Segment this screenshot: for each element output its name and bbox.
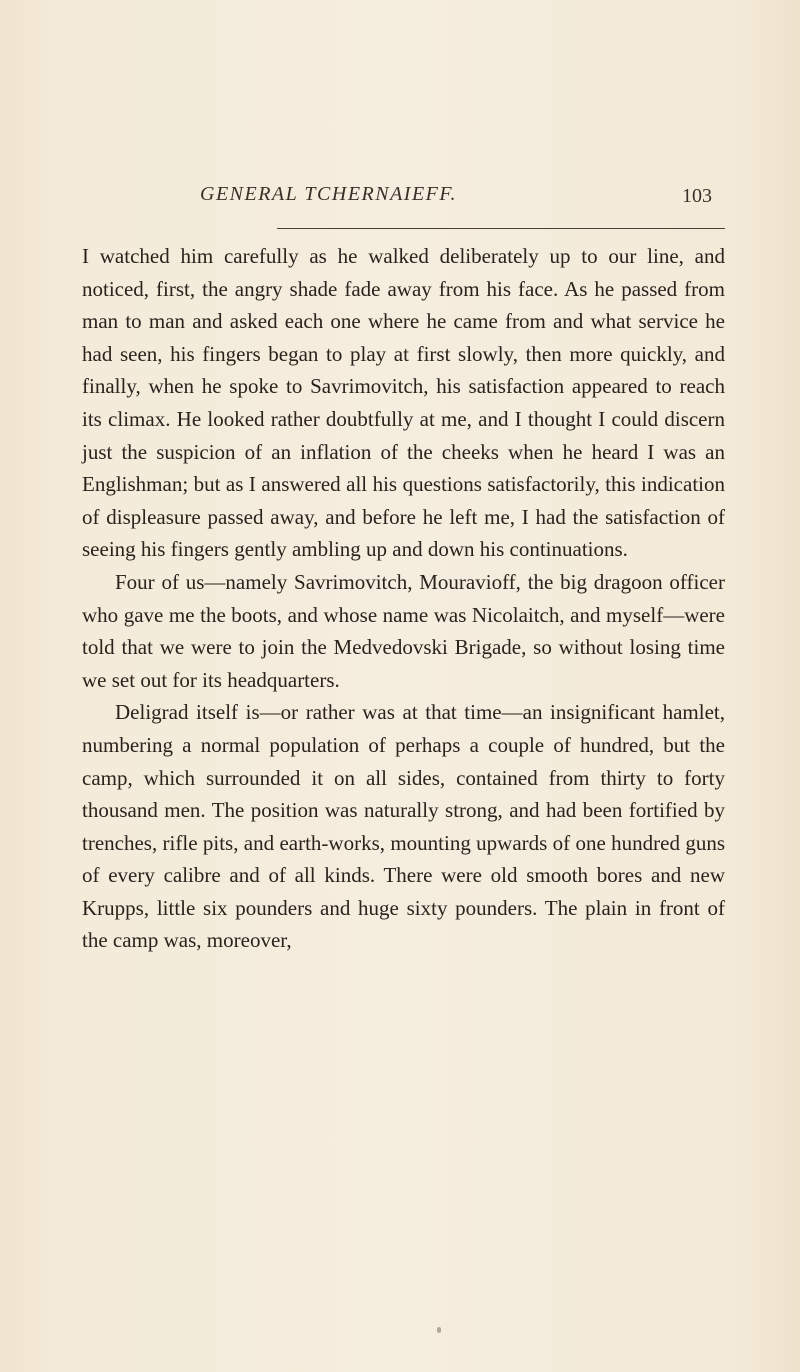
header-rule <box>277 228 725 229</box>
body-text <box>82 240 725 957</box>
running-title: GENERAL TCHERNAIEFF. <box>200 183 458 205</box>
paragraph-3: Deligrad itself is—or rather was at that time—an insignificant hamlet, numbering a normal population of perhaps a couple of hundred, but the camp, which surrounded it on all sides, contained from thirty to forty thousand men. The position was naturally strong, and had been fortified by trenches, rifle pits, and earth-works, mounting upwards of one hundred guns of every calibre and of all kinds. There were old smooth bores and new Krupps, little six pounders and huge sixty pounders. The plain in front of the camp was, moreover, <box>82 700 725 953</box>
paper-blemish <box>437 1327 441 1333</box>
paragraph-1: I watched him carefully as he walked deliberately up to our line, and noticed, first, the angry shade fade away from his face. As he passed from man to man and asked each one where he came from and what service he had seen, his fingers began to play at first slowly, then more quickly, and finally, when he spoke to Savrimovitch, his satisfaction appeared to reach its climax. He looked rather doubtfully at me, and I thought I could discern just the suspicion of an inflation of the cheeks when he heard I was an Englishman; but as I answered all his questions satisfactorily, this indication of displeasure passed away, and before he left me, I had the satisfaction of seeing his fingers gently ambling up and down his continuations. <box>82 244 725 562</box>
paragraph-2: Four of us—namely Savrimovitch, Mouravioff, the big dragoon officer who gave me the boots, and whose name was Nicolaitch, and myself—were told that we were to join the Medvedovski Brigade, so without losing time we set out for its headquarters. <box>82 569 725 692</box>
page-number: 103 <box>682 185 712 207</box>
